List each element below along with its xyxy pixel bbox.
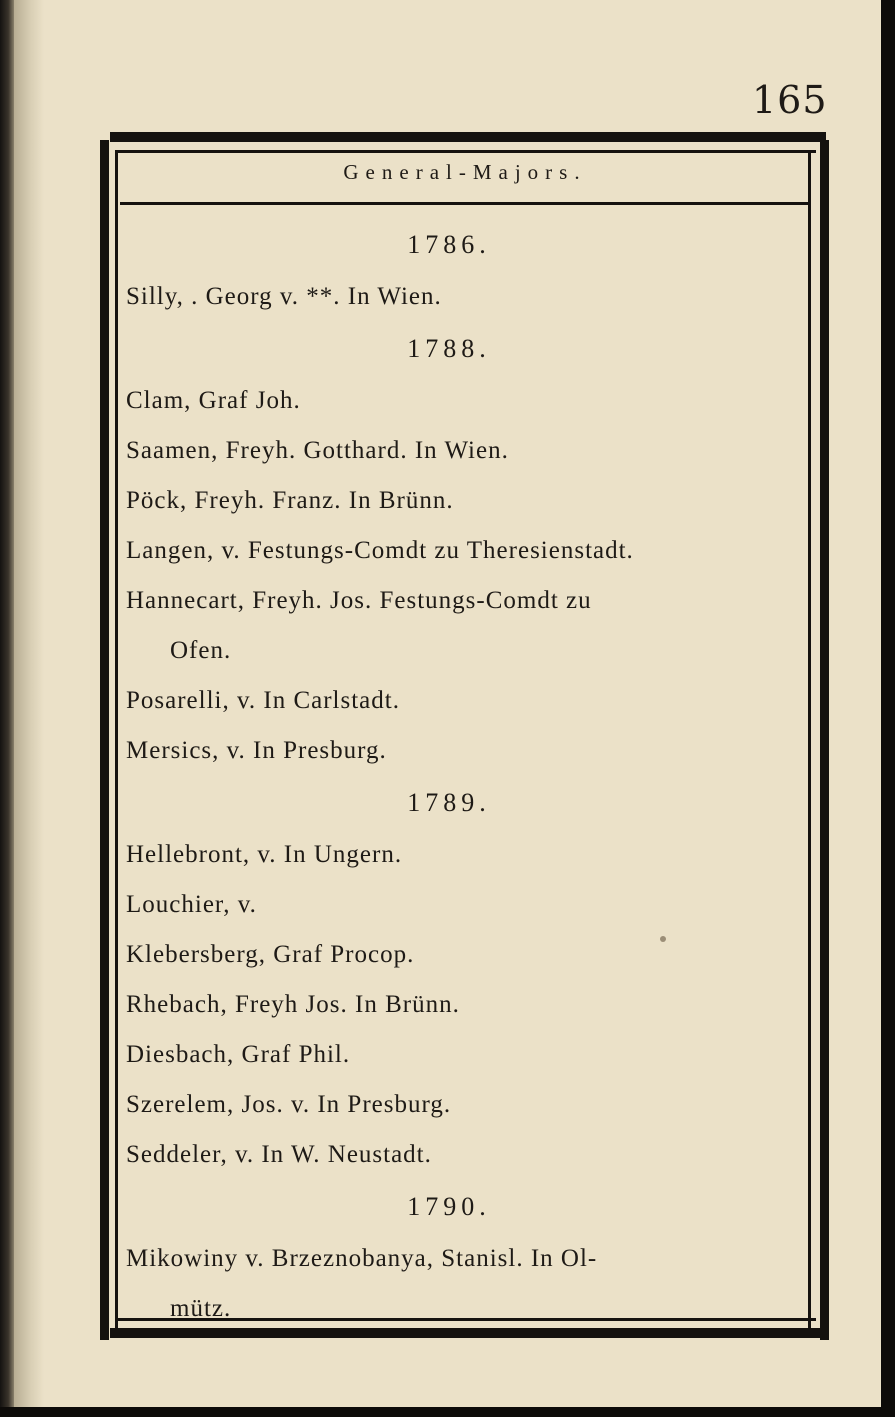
list-entry: Szerelem, Jos. v. In Presburg. (126, 1091, 452, 1118)
list-entry: Louchier, v. (126, 891, 257, 918)
list-entry: Rhebach, Freyh Jos. In Brünn. (126, 991, 460, 1018)
book-binding (0, 0, 14, 1417)
list-entry: Posarelli, v. In Carlstadt. (126, 687, 400, 714)
page-edge-bottom (0, 1407, 895, 1417)
frame-top-thin-rule (116, 150, 816, 153)
frame-right-thick-rule (820, 140, 829, 1340)
list-entry-continuation: Ofen. (170, 637, 232, 664)
list-entry: Mikowiny v. Brzeznobanya, Stanisl. In Ol- (126, 1245, 598, 1272)
list-entry: Langen, v. Festungs-Comdt zu Theresienstadt. (126, 537, 634, 564)
list-entry: Pöck, Freyh. Franz. In Brünn. (126, 487, 454, 514)
list-entry: Clam, Graf Joh. (126, 387, 301, 414)
year-heading: 1788. (407, 334, 491, 363)
list-entry: Hellebront, v. In Ungern. (126, 841, 403, 868)
table-header: General-Majors. (343, 160, 587, 184)
list-entry-continuation: mütz. (170, 1295, 232, 1322)
paper-spot (660, 936, 666, 942)
list-entry: Mersics, v. In Presburg. (126, 737, 387, 764)
page-number: 165 (752, 78, 828, 122)
gutter-shadow (14, 0, 44, 1417)
list-entry: Diesbach, Graf Phil. (126, 1041, 351, 1068)
year-heading: 1790. (407, 1192, 491, 1221)
year-heading: 1786. (407, 230, 491, 259)
header-underline-rule (120, 202, 810, 205)
list-entry: Silly, . Georg v. **. In Wien. (126, 283, 442, 310)
frame-left-thin-rule (115, 150, 118, 1328)
list-entry: Seddeler, v. In W. Neustadt. (126, 1141, 432, 1168)
list-entry: Klebersberg, Graf Procop. (126, 941, 415, 968)
frame-top-thick-rule (110, 132, 826, 142)
year-heading: 1789. (407, 788, 491, 817)
list-entry: Saamen, Freyh. Gotthard. In Wien. (126, 437, 509, 464)
frame-left-thick-rule (100, 140, 109, 1340)
list-entry: Hannecart, Freyh. Jos. Festungs-Comdt zu (126, 587, 592, 614)
page-edge-right (881, 0, 895, 1417)
officer-list (126, 218, 812, 1334)
